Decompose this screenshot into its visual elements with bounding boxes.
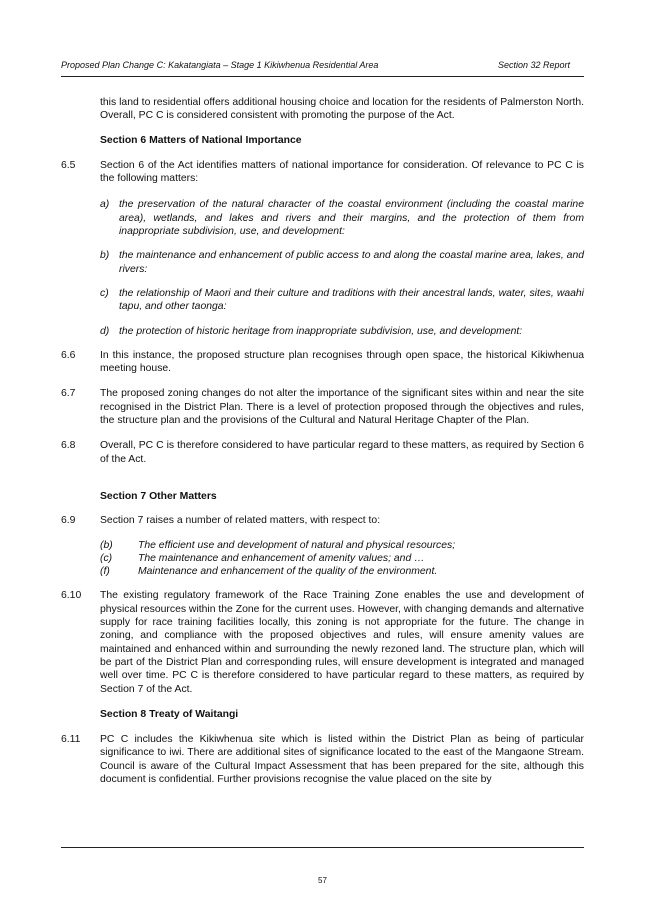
- paragraph-text: Overall, PC C is therefore considered to have particular regard to these matters, as required by Section 6 of the Act.: [100, 440, 584, 465]
- paragraph-number: 6.9: [61, 515, 76, 527]
- list-item-b: [61, 539, 584, 552]
- page-header: [61, 60, 584, 77]
- paragraph-number: 6.10: [61, 590, 82, 602]
- list-label: c): [100, 287, 109, 299]
- paragraph-6-7: [61, 387, 584, 427]
- list-label: a): [100, 199, 110, 211]
- paragraph-text: Section 6 of the Act identifies matters of national importance for consideration. Of relevance to PC C is the following matters:: [100, 159, 584, 185]
- paragraph-text: The proposed zoning changes do not alter the importance of the significant sites within and near the site recognised in the District Plan. There is a level of protection proposed through the objectives and rules, the structure plan and the provisions of the Cultural and Natural Heritage Chapter of the Plan.: [100, 388, 584, 427]
- list-text: The efficient use and development of natural and physical resources;: [138, 539, 456, 551]
- paragraph-text: PC C includes the Kikiwhenua site which is listed within the District Plan as being of particular significance to iwi. There are additional sites of significance located to the east of the Mangaone Stream. Council is aware of the Cultural Impact Assessment that has been prepared for the site, although this document is confidential. Further provisions recognise the value placed on the site by: [100, 734, 584, 785]
- paragraph-6-10: [61, 589, 584, 695]
- list-text: the relationship of Maori and their culture and traditions with their ancestral lands, water, sites, waahi tapu, and other taonga:: [119, 287, 584, 313]
- section-7-heading: Section 7 Other Matters: [100, 490, 217, 502]
- list-label: b): [100, 250, 110, 262]
- section-6-heading: Section 6 Matters of National Importance: [100, 134, 302, 146]
- list-item-f: [61, 565, 584, 578]
- report-label: Section 32 Report: [497, 60, 570, 70]
- paragraph-text: In this instance, the proposed structure plan recognises through open space, the historical Kikiwhenua meeting house.: [100, 349, 584, 375]
- list-text: The maintenance and enhancement of amenity values; and …: [138, 552, 425, 564]
- paragraph-text: The existing regulatory framework of the Race Training Zone enables the use and development of physical resources within the Zone for the current uses. However, with changing demands and alternative supply for race training facilities locally, this zoning is not appropriate for the future. The change in zoning, and compliance with the proposed objectives and rules, will ensure amenity values are maintained and enhanced within and surrounding the newly rezoned land. The structure plan, which will be part of the District Plan and corresponding rules, will ensure development is integrated and managed well over time. PC C is therefore considered to have particular regard to these matters, as required by Section 7 of the Act.: [100, 590, 585, 695]
- list-text: the protection of historic heritage from inappropriate subdivision, use, and development:: [119, 325, 523, 337]
- page-number: 57: [318, 876, 327, 885]
- paragraph-number: 6.5: [61, 159, 76, 171]
- list-text: Maintenance and enhancement of the quality of the environment.: [138, 566, 438, 578]
- list-text: the preservation of the natural character of the coastal environment (including the coastal marine area), wetlands, and lakes and rivers and their margins, and the protection of them from inappropriate subdivision, use, and development:: [119, 199, 584, 238]
- list-label: (f): [100, 566, 110, 578]
- paragraph-6-9: [61, 514, 584, 527]
- list-item-c: [61, 552, 584, 565]
- paragraph-6-11: [61, 733, 584, 786]
- list-label: (b): [100, 539, 113, 551]
- document-title: Proposed Plan Change C: Kakatangiata – Stage 1 Kikiwhenua Residential Area: [61, 60, 379, 70]
- section-8-heading: Section 8 Treaty of Waitangi: [100, 708, 239, 720]
- paragraph-number: 6.8: [61, 440, 76, 452]
- paragraph-6-5: [61, 159, 584, 186]
- list-item-d: [61, 325, 584, 338]
- paragraph-text: Section 7 raises a number of related matters, with respect to:: [100, 515, 381, 527]
- paragraph-6-8: [61, 439, 584, 466]
- paragraph-6-6: [61, 349, 584, 376]
- paragraph-number: 6.7: [61, 388, 76, 400]
- list-label: d): [100, 325, 110, 337]
- paragraph-number: 6.11: [61, 734, 81, 746]
- list-label: (c): [100, 552, 113, 564]
- list-text: the maintenance and enhancement of public access to and along the coastal marine area, lakes, and rivers:: [119, 250, 584, 275]
- list-item-c: [61, 287, 584, 314]
- paragraph-number: 6.6: [61, 349, 76, 361]
- list-item-b: [61, 249, 584, 276]
- footer-divider: [61, 847, 584, 848]
- intro-paragraph: this land to residential offers additional housing choice and location for the residents of Palmerston North. Overall, PC C is considered consistent with promoting the purpose of the Act.: [100, 97, 584, 122]
- document-body: [61, 96, 584, 786]
- list-item-a: [61, 198, 584, 238]
